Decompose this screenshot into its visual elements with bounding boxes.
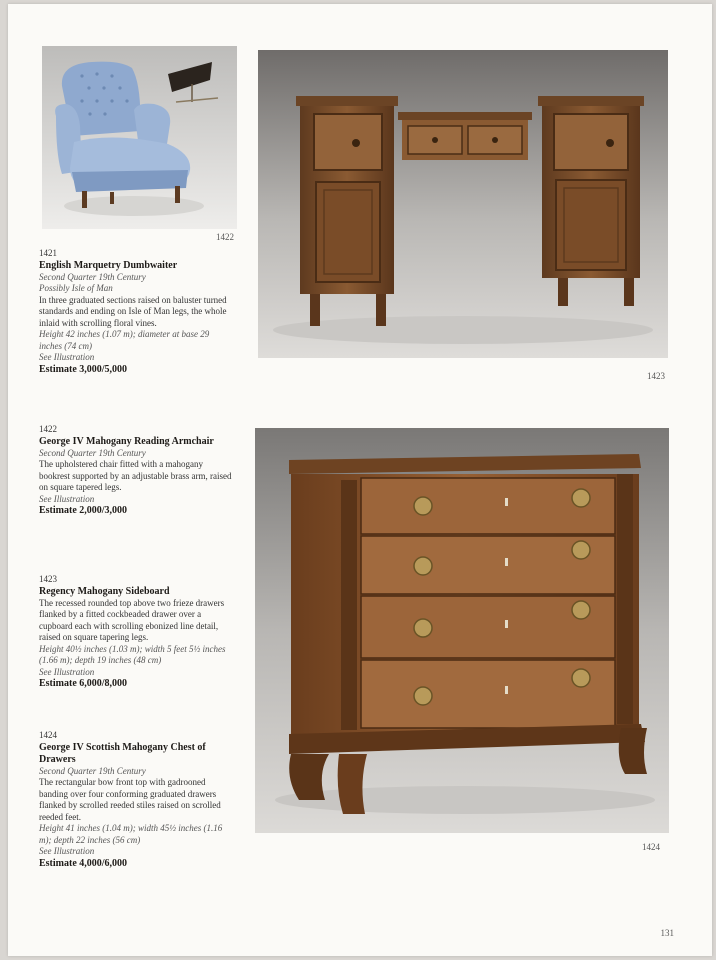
chest-of-drawers-photo — [255, 428, 669, 833]
lot-description: In three graduated sections raised on baluster turned standards and ending on Isle of Man legs, the whole inlaid with scrolling floral vines. — [39, 294, 227, 328]
photo-label-1423: 1423 — [647, 371, 665, 381]
lot-dimensions: Height 41 inches (1.04 m); width 45½ inches (1.16 m); depth 22 inches (56 cm) — [39, 823, 223, 845]
lot-period: Second Quarter 19th Century — [39, 447, 146, 458]
lot-entry-1423 — [39, 574, 234, 690]
lot-entry-1422 — [39, 424, 234, 517]
lot-number: 1422 — [39, 424, 57, 434]
lot-title: George IV Scottish Mahogany Chest of Drawers — [39, 741, 206, 765]
lot-title: George IV Mahogany Reading Armchair — [39, 435, 214, 447]
lot-number: 1424 — [39, 730, 57, 740]
lot-note: Possibly Isle of Man — [39, 283, 113, 293]
lot-estimate: Estimate 6,000/8,000 — [39, 678, 128, 689]
lot-number: 1421 — [39, 248, 57, 258]
catalogue-page — [8, 4, 712, 956]
lot-period: Second Quarter 19th Century — [39, 271, 146, 282]
lot-illustration: See Illustration — [39, 846, 95, 856]
lot-entry-1424 — [39, 730, 234, 869]
lot-dimensions: Height 42 inches (1.07 m); diameter at base 29 inches (74 cm) — [39, 329, 210, 351]
page-number: 131 — [660, 928, 674, 938]
lot-dimensions: Height 40½ inches (1.03 m); width 5 feet 5½ inches (1.66 m); depth 19 inches (48 cm) — [39, 643, 226, 665]
lot-description: The upholstered chair fitted with a mahogany bookrest supported by an adjustable brass arm, raised on square tapered legs. — [39, 459, 232, 492]
lot-title: Regency Mahogany Sideboard — [39, 585, 170, 597]
armchair-photo — [42, 46, 237, 229]
lot-number: 1423 — [39, 574, 57, 584]
lot-illustration: See Illustration — [39, 493, 95, 504]
photo-label-1424: 1424 — [642, 842, 660, 852]
lot-estimate: Estimate 2,000/3,000 — [39, 505, 128, 516]
lot-description: The rectangular bow front top with gadrooned banding over four conforming graduated drawers flanked by scrolled reeded stiles raised on scrolled reeded feet. — [39, 777, 221, 822]
photo-label-1422: 1422 — [216, 232, 234, 242]
lot-entry-1421 — [39, 248, 234, 375]
lot-title: English Marquetry Dumbwaiter — [39, 259, 178, 271]
lot-description: The recessed rounded top above two frieze drawers flanked by a fitted cockbeaded drawer over a cupboard each with scrolling ebonized line detail, raised on square tapering legs. — [39, 597, 225, 642]
lot-estimate: Estimate 4,000/6,000 — [39, 857, 128, 869]
lot-illustration: See Illustration — [39, 352, 95, 362]
lot-illustration: See Illustration — [39, 666, 95, 677]
sideboard-photo — [258, 50, 668, 358]
lot-estimate: Estimate 3,000/5,000 — [39, 363, 128, 375]
lot-period: Second Quarter 19th Century — [39, 765, 146, 776]
